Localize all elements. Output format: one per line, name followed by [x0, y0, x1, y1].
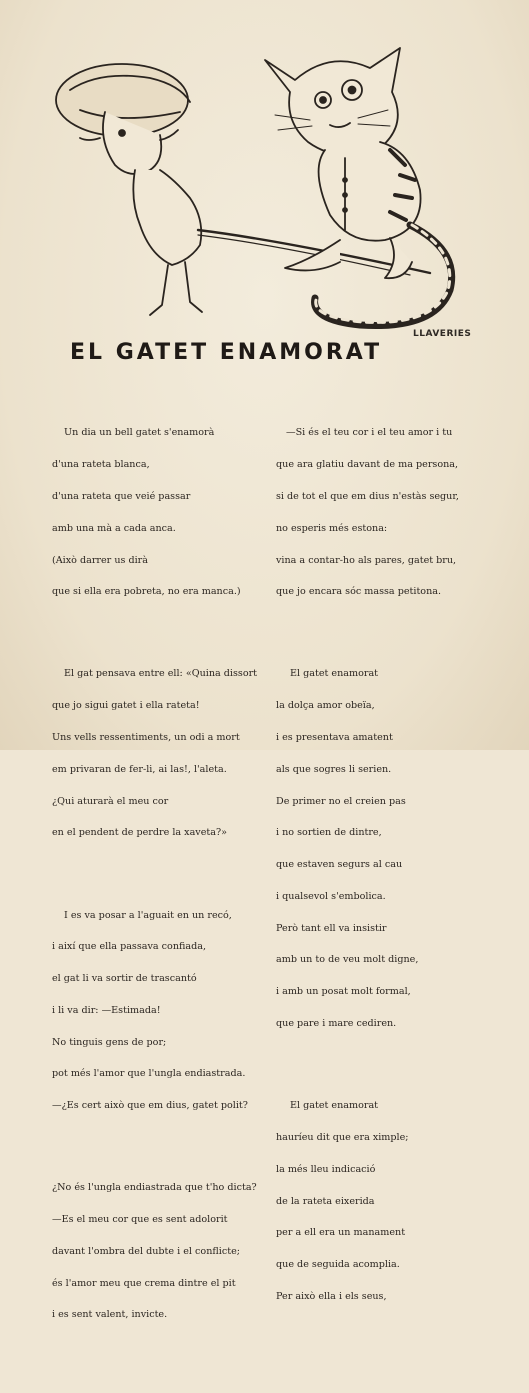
verse-line: i es sent valent, invicte.: [52, 1309, 168, 1321]
verse-line: que jo encara sóc massa petitona.: [276, 586, 442, 598]
verse-line: El gatet enamorat: [290, 668, 379, 680]
verse-line: que si ella era pobreta, no era manca.): [52, 586, 241, 598]
poem-left-column: [52, 386, 257, 1393]
cat-and-mouse-illustration: [40, 30, 490, 340]
poem-right-column: [276, 386, 459, 1353]
verse-line: Però tant ell va insistir: [276, 922, 387, 934]
verse-line: pot més l'amor que l'ungla endiastrada.: [52, 1068, 246, 1080]
stanza: [52, 889, 257, 1133]
verse-line: no esperis més estona:: [276, 522, 388, 534]
verse-line: el gat li va sortir de trascantó: [52, 973, 197, 985]
verse-line: si de tot el que em dius n'estàs segur,: [276, 490, 459, 502]
verse-line: Per això ella i els seus,: [276, 1290, 387, 1302]
verse-line: vina a contar-ho als pares, gatet bru,: [276, 554, 457, 566]
verse-line: i així que ella passava confiada,: [52, 941, 207, 953]
verse-line: de la rateta eixerida: [276, 1195, 375, 1207]
verse-line: que pare i mare cediren.: [276, 1018, 397, 1030]
verse-line: (Això darrer us dirà: [52, 554, 148, 566]
page-title: EL GATET ENAMORAT: [70, 340, 383, 365]
verse-line: hauríeu dit que era ximple;: [276, 1131, 409, 1143]
cat-figure: [265, 48, 452, 326]
illustrator-signature: LLAVERIES: [413, 329, 472, 339]
verse-line: en el pendent de perdre la xaveta?»: [52, 827, 227, 839]
verse-line: em privaran de fer-li, ai las!, l'aleta.: [52, 763, 227, 775]
verse-line: El gatet enamorat: [290, 1100, 379, 1112]
stanza: [276, 1080, 459, 1324]
verse-line: amb un to de veu molt digne,: [276, 954, 419, 966]
verse-line: que ara glatiu davant de ma persona,: [276, 459, 459, 471]
verse-line: als que sogres li serien.: [276, 763, 392, 775]
verse-line: i es presentava amatent: [276, 732, 393, 743]
verse-line: Uns vells ressentiments, un odi a mort: [52, 732, 240, 743]
verse-line: la més lleu indicació: [276, 1163, 376, 1175]
verse-line: —Si és el teu cor i el teu amor i tu: [286, 427, 453, 439]
verse-line: —¿Es cert això que em dius, gatet polit?: [52, 1100, 248, 1112]
verse-line: i qualsevol s'embolica.: [276, 890, 386, 902]
verse-line: i no sortien de dintre,: [276, 827, 382, 839]
verse-line: Un dia un bell gatet s'enamorà: [64, 427, 215, 439]
verse-line: és l'amor meu que crema dintre el pit: [52, 1277, 236, 1289]
verse-line: la dolça amor obeïa,: [276, 700, 375, 712]
stanza: [52, 407, 257, 619]
verse-line: que jo sigui gatet i ella rateta!: [52, 700, 200, 712]
stanza: [276, 648, 459, 1051]
verse-line: —Es el meu cor que es sent adolorit: [52, 1214, 228, 1226]
verse-line: amb una mà a cada anca.: [52, 522, 176, 534]
stanza: [276, 407, 459, 619]
verse-line: ¿Qui aturarà el meu cor: [52, 795, 169, 807]
verse-line: per a ell era un manament: [276, 1227, 406, 1239]
stanza: [52, 1162, 257, 1363]
verse-line: d'una rateta blanca,: [52, 459, 150, 471]
verse-line: i amb un posat molt formal,: [276, 986, 411, 998]
verse-line: d'una rateta que veié passar: [52, 490, 191, 502]
verse-line: El gat pensava entre ell: «Quina dissort: [64, 668, 258, 680]
verse-line: davant l'ombra del dubte i el conflicte;: [52, 1245, 240, 1257]
verse-line: que estaven segurs al cau: [276, 859, 403, 871]
verse-line: i li va dir: —Estimada!: [52, 1004, 161, 1016]
verse-line: De primer no el creien pas: [276, 795, 406, 807]
stanza: [52, 648, 257, 860]
verse-line: I es va posar a l'aguait en un recó,: [64, 909, 232, 921]
verse-line: No tinguis gens de por;: [52, 1036, 167, 1048]
verse-line: que de seguida acomplia.: [276, 1259, 400, 1271]
verse-line: ¿No és l'ungla endiastrada que t'ho dicta?: [52, 1182, 257, 1194]
